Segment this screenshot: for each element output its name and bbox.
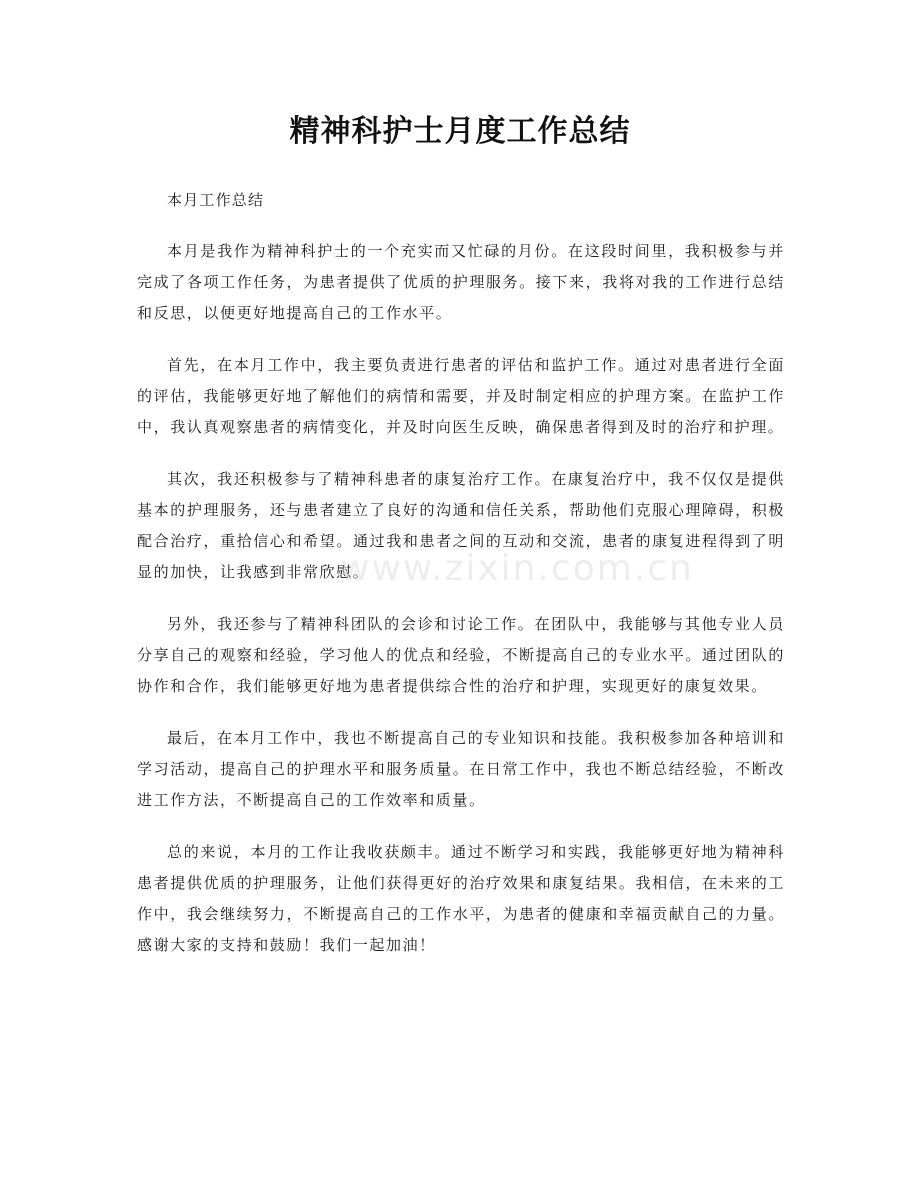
document-body xyxy=(137,186,785,982)
paragraph-training: 最后，在本月工作中，我也不断提高自己的专业知识和技能。我积极参加各种培训和学习活动，提高自己的护理水平和服务质量。在日常工作中，我也不断总结经验，不断改进工作方法，不断提高自己的工作效率和质量。 xyxy=(137,729,785,809)
paragraph-assessment: 首先，在本月工作中，我主要负责进行患者的评估和监护工作。通过对患者进行全面的评估，我能够更好地了解他们的病情和需要，并及时制定相应的护理方案。在监护工作中，我认真观察患者的病情变化，并及时向医生反映，确保患者得到及时的治疗和护理。 xyxy=(137,356,785,436)
paragraph-rehabilitation: 其次，我还积极参与了精神科患者的康复治疗工作。在康复治疗中，我不仅仅是提供基本的护理服务，还与患者建立了良好的沟通和信任关系，帮助他们克服心理障碍，积极配合治疗，重拾信心和希望。通过我和患者之间的互动和交流，患者的康复进程得到了明显的加快，让我感到非常欣慰。 xyxy=(137,470,785,581)
paragraph-conclusion: 总的来说，本月的工作让我收获颇丰。通过不断学习和实践，我能够更好地为精神科患者提供优质的护理服务，让他们获得更好的治疗效果和康复结果。我相信，在未来的工作中，我会继续努力，不断提高自己的工作水平，为患者的健康和幸福贡献自己的力量。感谢大家的支持和鼓励！我们一起加油！ xyxy=(137,843,785,954)
paragraph-intro: 本月是我作为精神科护士的一个充实而又忙碌的月份。在这段时间里，我积极参与并完成了各项工作任务，为患者提供了优质的护理服务。接下来，我将对我的工作进行总结和反思，以便更好地提高自己的工作水平。 xyxy=(137,242,785,322)
paragraph-teamwork: 另外，我还参与了精神科团队的会诊和讨论工作。在团队中，我能够与其他专业人员分享自己的观察和经验，学习他人的优点和经验，不断提高自己的专业水平。通过团队的协作和合作，我们能够更好地为患者提供综合性的治疗和护理，实现更好的康复效果。 xyxy=(137,615,785,695)
document-title: 精神科护士月度工作总结 xyxy=(289,114,631,149)
watermark: www.zixin.com.cn xyxy=(340,548,694,589)
section-heading: 本月工作总结 xyxy=(167,191,265,209)
